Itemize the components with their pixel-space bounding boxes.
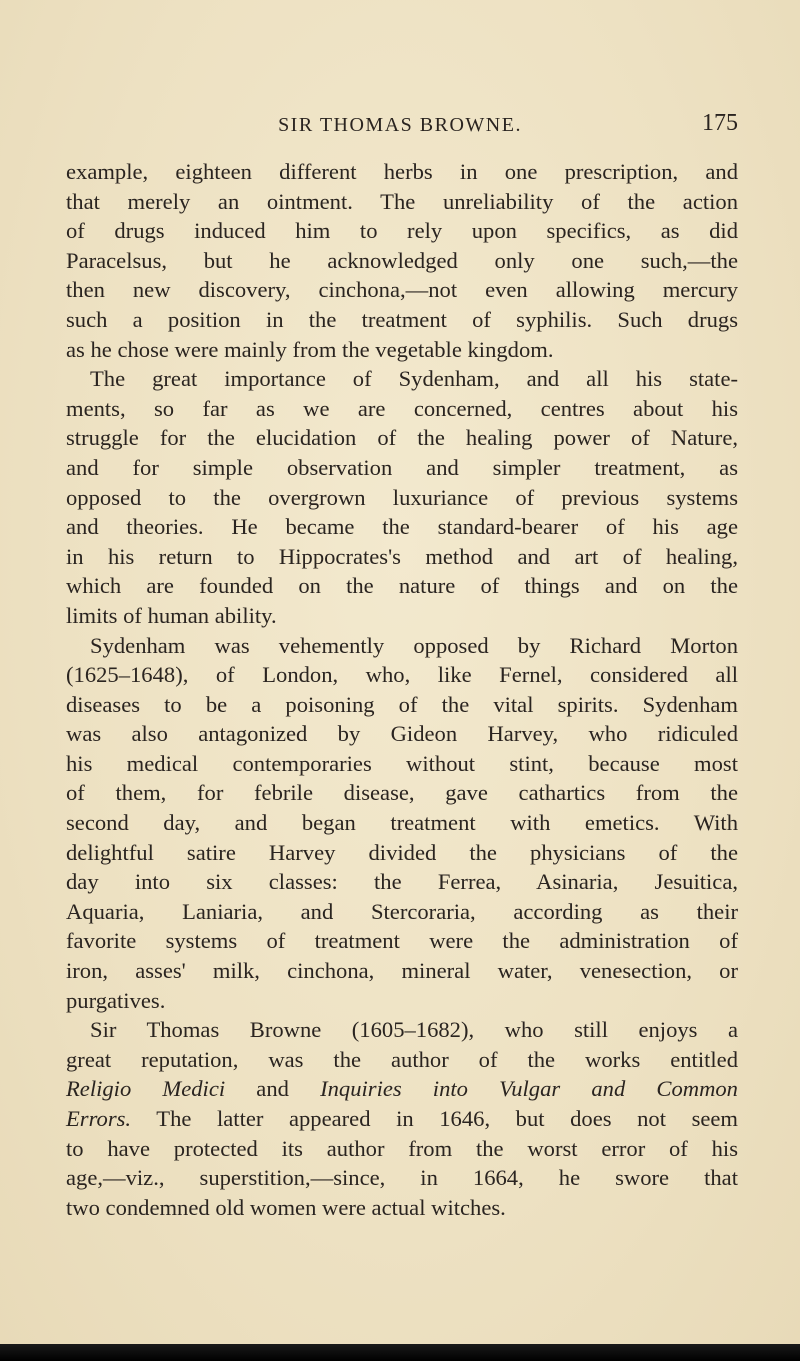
text-line: and theories. He became the standard-bearer of his age (66, 514, 738, 540)
text-line-rest: The latter appeared in 1646, but does not seem (156, 1106, 738, 1131)
text-line: to have protected its author from the worst error of his (66, 1135, 738, 1161)
text-line: was also antagonized by Gideon Harvey, who ridiculed (66, 721, 738, 747)
conjunction: and (256, 1076, 289, 1102)
text-line-titles (66, 1074, 738, 1104)
text-line: (1625–1648), of London, who, like Fernel, considered all (66, 662, 738, 688)
text-line: purgatives. (66, 987, 166, 1013)
text-line: favorite systems of treatment were the administration of (66, 928, 738, 954)
book-title-inquiries: Inquiries into Vulgar and Common (320, 1076, 738, 1102)
text-line: great reputation, was the author of the works entitled (66, 1046, 738, 1072)
text-line: and for simple observation and simpler treatment, as (66, 454, 738, 480)
text-line: then new discovery, cinchona,—not even allowing mercury (66, 277, 738, 303)
page-number: 175 (702, 110, 738, 136)
text-line: two condemned old women were actual witches. (66, 1194, 506, 1220)
text-line: ments, so far as we are concerned, centres about his (66, 395, 738, 421)
text-line: such a position in the treatment of syphilis. Such drugs (66, 306, 738, 332)
text-line: diseases to be a poisoning of the vital spirits. Sydenham (66, 691, 738, 717)
text-line: day into six classes: the Ferrea, Asinaria, Jesuitica, (66, 869, 738, 895)
text-line: of drugs induced him to rely upon specifics, as did (66, 218, 738, 244)
text-line: The great importance of Sydenham, and all his state- (90, 366, 738, 392)
text-line: Sir Thomas Browne (1605–1682), who still enjoys a (90, 1017, 738, 1043)
text-line: delightful satire Harvey divided the physicians of the (66, 839, 738, 865)
running-head (0, 112, 800, 142)
text-line: that merely an ointment. The unreliability of the action (66, 188, 738, 214)
text-line: second day, and began treatment with emetics. With (66, 810, 738, 836)
scan-bottom-edge (0, 1344, 800, 1361)
text-line: struggle for the elucidation of the healing power of Nature, (66, 425, 738, 451)
text-line: example, eighteen different herbs in one prescription, and (66, 159, 738, 184)
text-line: of them, for febrile disease, gave cathartics from the (66, 780, 738, 806)
text-line: opposed to the overgrown luxuriance of previous systems (66, 484, 738, 510)
text-line: as he chose were mainly from the vegetable kingdom. (66, 336, 554, 362)
text-line: limits of human ability. (66, 602, 277, 628)
book-title-religio-medici: Religio Medici (66, 1076, 226, 1102)
text-line: iron, asses' milk, cinchona, mineral water, venesection, or (66, 958, 738, 984)
text-line: Aquaria, Laniaria, and Stercoraria, according as their (66, 898, 738, 924)
running-title: SIR THOMAS BROWNE. (278, 114, 522, 136)
text-line: in his return to Hippocrates's method and art of healing, (66, 543, 738, 569)
text-line: his medical contemporaries without stint, because most (66, 750, 738, 776)
text-line: Sydenham was vehemently opposed by Richard Morton (90, 632, 738, 658)
book-title-errors: Errors. (66, 1106, 132, 1131)
text-line: age,—viz., superstition,—since, in 1664, he swore that (66, 1165, 738, 1191)
body-text (66, 157, 738, 1222)
text-line-titles-end (66, 1104, 738, 1134)
text-line: which are founded on the nature of things and on the (66, 573, 738, 599)
text-line: Paracelsus, but he acknowledged only one such,—the (66, 247, 738, 273)
